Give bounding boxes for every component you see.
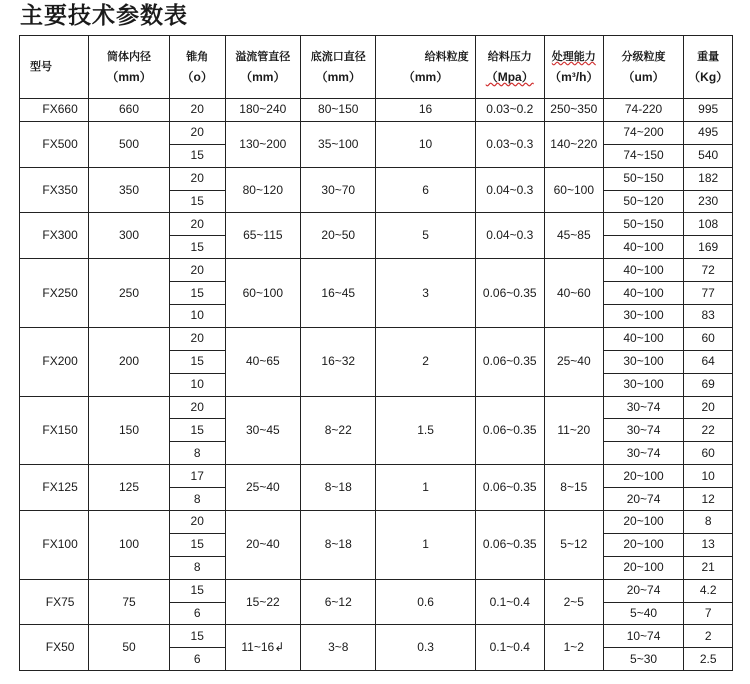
cone-angle-cell: 10 [169, 373, 225, 396]
feed-size-cell: 6 [376, 167, 475, 213]
separation-size-cell: 20~100 [603, 556, 684, 579]
feed-pressure-cell: 0.03~0.2 [475, 99, 544, 122]
capacity-cell: 250~350 [544, 99, 603, 122]
feed-pressure-cell: 0.06~0.35 [475, 327, 544, 396]
separation-size-cell: 30~100 [603, 373, 684, 396]
header-feed-size-label: 给料粒度 [424, 50, 469, 63]
feed-pressure-cell: 0.04~0.3 [475, 213, 544, 259]
feed-size-cell: 1 [376, 511, 475, 580]
weight-cell: 83 [684, 305, 733, 328]
header-underflow-diameter-label: 底流口直径 [310, 50, 366, 63]
cone-angle-cell: 15 [169, 190, 225, 213]
header-model-label: 型号 [30, 60, 52, 73]
header-overflow-diameter-unit: （mm） [240, 70, 286, 84]
cone-angle-cell: 15 [169, 625, 225, 648]
feed-size-cell: 5 [376, 213, 475, 259]
overflow-diameter-cell: 25~40 [225, 465, 300, 511]
capacity-cell: 40~60 [544, 259, 603, 328]
feed-size-cell: 0.6 [376, 579, 475, 625]
weight-cell: 10 [684, 465, 733, 488]
underflow-diameter-cell: 80~150 [301, 99, 376, 122]
underflow-diameter-cell: 30~70 [301, 167, 376, 213]
cone-angle-cell: 10 [169, 305, 225, 328]
page-title: 主要技术参数表 [20, 3, 188, 29]
separation-size-cell: 40~100 [603, 259, 684, 282]
header-capacity [544, 36, 603, 99]
underflow-diameter-cell: 20~50 [301, 213, 376, 259]
header-feed-size-unit: （mm） [402, 70, 449, 84]
separation-size-cell: 50~150 [603, 167, 684, 190]
capacity-cell: 45~85 [544, 213, 603, 259]
capacity-cell: 11~20 [544, 396, 603, 465]
header-cone-angle-unit: （o） [181, 70, 213, 84]
weight-cell: 13 [684, 533, 733, 556]
capacity-cell: 1~2 [544, 625, 603, 671]
model-cell: FX500 [20, 121, 89, 167]
cone-angle-cell: 20 [169, 259, 225, 282]
header-capacity-label: 处理能力 [551, 50, 596, 63]
header-feed-size [376, 36, 475, 99]
cone-angle-cell: 6 [169, 602, 225, 625]
header-weight-label: 重量 [697, 50, 720, 63]
underflow-diameter-cell: 8~22 [301, 396, 376, 465]
separation-size-cell: 5~30 [603, 648, 684, 671]
inner-diameter-cell: 350 [89, 167, 170, 213]
model-cell: FX200 [20, 327, 89, 396]
underflow-diameter-cell: 35~100 [301, 121, 376, 167]
weight-cell: 169 [684, 236, 733, 259]
feed-pressure-cell: 0.03~0.3 [475, 121, 544, 167]
capacity-cell: 8~15 [544, 465, 603, 511]
header-inner-diameter-unit: （mm） [106, 70, 152, 84]
cone-angle-cell: 20 [169, 327, 225, 350]
header-separation-size-unit: （um） [622, 70, 665, 84]
separation-size-cell: 5~40 [603, 602, 684, 625]
cone-angle-cell: 20 [169, 213, 225, 236]
weight-cell: 20 [684, 396, 733, 419]
weight-cell: 77 [684, 282, 733, 305]
header-separation-size-label: 分级粒度 [621, 50, 666, 63]
inner-diameter-cell: 75 [89, 579, 170, 625]
weight-cell: 540 [684, 144, 733, 167]
separation-size-cell: 50~150 [603, 213, 684, 236]
weight-cell: 12 [684, 488, 733, 511]
overflow-diameter-cell: 20~40 [225, 511, 300, 580]
cone-angle-cell: 20 [169, 511, 225, 534]
overflow-diameter-cell: 15~22 [225, 579, 300, 625]
weight-cell: 64 [684, 350, 733, 373]
cone-angle-cell: 6 [169, 648, 225, 671]
weight-cell: 182 [684, 167, 733, 190]
cone-angle-cell: 15 [169, 350, 225, 373]
capacity-cell: 25~40 [544, 327, 603, 396]
model-cell: FX75 [20, 579, 89, 625]
separation-size-cell: 50~120 [603, 190, 684, 213]
cone-angle-cell: 15 [169, 236, 225, 259]
header-underflow-diameter [301, 36, 376, 99]
weight-cell: 7 [684, 602, 733, 625]
header-weight-unit: （Kg） [688, 70, 729, 84]
model-cell: FX250 [20, 259, 89, 328]
capacity-cell: 60~100 [544, 167, 603, 213]
weight-cell: 22 [684, 419, 733, 442]
weight-cell: 60 [684, 327, 733, 350]
cone-angle-cell: 20 [169, 99, 225, 122]
header-separation-size [603, 36, 684, 99]
separation-size-cell: 30~74 [603, 419, 684, 442]
separation-size-cell: 20~100 [603, 511, 684, 534]
feed-pressure-cell: 0.1~0.4 [475, 625, 544, 671]
feed-size-cell: 16 [376, 99, 475, 122]
cone-angle-cell: 15 [169, 144, 225, 167]
weight-cell: 21 [684, 556, 733, 579]
weight-cell: 495 [684, 121, 733, 144]
cone-angle-cell: 20 [169, 167, 225, 190]
underflow-diameter-cell: 6~12 [301, 579, 376, 625]
inner-diameter-cell: 50 [89, 625, 170, 671]
overflow-diameter-cell: 130~200 [225, 121, 300, 167]
cone-angle-cell: 8 [169, 488, 225, 511]
model-cell: FX125 [20, 465, 89, 511]
cone-angle-cell: 20 [169, 396, 225, 419]
feed-pressure-cell: 0.04~0.3 [475, 167, 544, 213]
separation-size-cell: 20~100 [603, 465, 684, 488]
feed-size-cell: 1 [376, 465, 475, 511]
feed-size-cell: 0.3 [376, 625, 475, 671]
overflow-diameter-cell: 180~240 [225, 99, 300, 122]
spec-table [19, 35, 733, 671]
table-row [20, 396, 733, 419]
overflow-diameter-cell: 40~65 [225, 327, 300, 396]
header-inner-diameter-label: 筒体内径 [107, 50, 152, 63]
inner-diameter-cell: 125 [89, 465, 170, 511]
header-capacity-unit: （m³/h） [549, 70, 599, 84]
separation-size-cell: 30~100 [603, 305, 684, 328]
weight-cell: 72 [684, 259, 733, 282]
table-row [20, 121, 733, 144]
feed-pressure-cell: 0.06~0.35 [475, 396, 544, 465]
separation-size-cell: 40~100 [603, 236, 684, 259]
underflow-diameter-cell: 8~18 [301, 511, 376, 580]
header-row [20, 36, 733, 99]
cone-angle-cell: 15 [169, 282, 225, 305]
cone-angle-cell: 17 [169, 465, 225, 488]
weight-cell: 4.2 [684, 579, 733, 602]
inner-diameter-cell: 250 [89, 259, 170, 328]
weight-cell: 108 [684, 213, 733, 236]
separation-size-cell: 40~100 [603, 282, 684, 305]
separation-size-cell: 74~150 [603, 144, 684, 167]
overflow-diameter-cell: 65~115 [225, 213, 300, 259]
model-cell: FX100 [20, 511, 89, 580]
header-feed-pressure-unit: （Mpa） [485, 70, 534, 84]
table-row [20, 579, 733, 602]
cone-angle-cell: 15 [169, 533, 225, 556]
header-feed-pressure [475, 36, 544, 99]
header-underflow-diameter-unit: （mm） [315, 70, 361, 84]
underflow-diameter-cell: 16~32 [301, 327, 376, 396]
header-overflow-diameter [225, 36, 300, 99]
cone-angle-cell: 15 [169, 579, 225, 602]
overflow-diameter-cell: 80~120 [225, 167, 300, 213]
table-row [20, 213, 733, 236]
capacity-cell: 5~12 [544, 511, 603, 580]
separation-size-cell: 20~100 [603, 533, 684, 556]
feed-pressure-cell: 0.1~0.4 [475, 579, 544, 625]
model-cell: FX300 [20, 213, 89, 259]
weight-cell: 2 [684, 625, 733, 648]
inner-diameter-cell: 150 [89, 396, 170, 465]
separation-size-cell: 30~100 [603, 350, 684, 373]
cone-angle-cell: 8 [169, 442, 225, 465]
feed-pressure-cell: 0.06~0.35 [475, 511, 544, 580]
inner-diameter-cell: 300 [89, 213, 170, 259]
table-row [20, 465, 733, 488]
underflow-diameter-cell: 16~45 [301, 259, 376, 328]
feed-size-cell: 3 [376, 259, 475, 328]
separation-size-cell: 74~200 [603, 121, 684, 144]
model-cell: FX50 [20, 625, 89, 671]
feed-pressure-cell: 0.06~0.35 [475, 465, 544, 511]
overflow-diameter-cell: 11~16↲ [225, 625, 300, 671]
header-cone-angle [169, 36, 225, 99]
separation-size-cell: 30~74 [603, 442, 684, 465]
table-row [20, 167, 733, 190]
header-weight [684, 36, 733, 99]
weight-cell: 230 [684, 190, 733, 213]
header-overflow-diameter-label: 溢流管直径 [235, 50, 291, 63]
table-row [20, 625, 733, 648]
inner-diameter-cell: 200 [89, 327, 170, 396]
header-inner-diameter [89, 36, 170, 99]
spec-table-body [20, 99, 733, 671]
model-cell: FX660 [20, 99, 89, 122]
separation-size-cell: 74-220 [603, 99, 684, 122]
underflow-diameter-cell: 8~18 [301, 465, 376, 511]
weight-cell: 60 [684, 442, 733, 465]
capacity-cell: 140~220 [544, 121, 603, 167]
header-cone-angle-label: 锥角 [186, 50, 209, 63]
weight-cell: 995 [684, 99, 733, 122]
weight-cell: 69 [684, 373, 733, 396]
separation-size-cell: 40~100 [603, 327, 684, 350]
separation-size-cell: 20~74 [603, 488, 684, 511]
model-cell: FX150 [20, 396, 89, 465]
header-feed-pressure-label: 给料压力 [487, 50, 532, 63]
table-row [20, 99, 733, 122]
feed-size-cell: 10 [376, 121, 475, 167]
inner-diameter-cell: 500 [89, 121, 170, 167]
weight-cell: 8 [684, 511, 733, 534]
cone-angle-cell: 8 [169, 556, 225, 579]
separation-size-cell: 10~74 [603, 625, 684, 648]
header-model [20, 36, 89, 99]
overflow-diameter-cell: 30~45 [225, 396, 300, 465]
separation-size-cell: 20~74 [603, 579, 684, 602]
overflow-diameter-cell: 60~100 [225, 259, 300, 328]
underflow-diameter-cell: 3~8 [301, 625, 376, 671]
separation-size-cell: 30~74 [603, 396, 684, 419]
cone-angle-cell: 15 [169, 419, 225, 442]
table-row [20, 259, 733, 282]
inner-diameter-cell: 660 [89, 99, 170, 122]
cone-angle-cell: 20 [169, 121, 225, 144]
feed-pressure-cell: 0.06~0.35 [475, 259, 544, 328]
capacity-cell: 2~5 [544, 579, 603, 625]
table-row [20, 511, 733, 534]
weight-cell: 2.5 [684, 648, 733, 671]
table-row [20, 327, 733, 350]
inner-diameter-cell: 100 [89, 511, 170, 580]
feed-size-cell: 2 [376, 327, 475, 396]
model-cell: FX350 [20, 167, 89, 213]
feed-size-cell: 1.5 [376, 396, 475, 465]
